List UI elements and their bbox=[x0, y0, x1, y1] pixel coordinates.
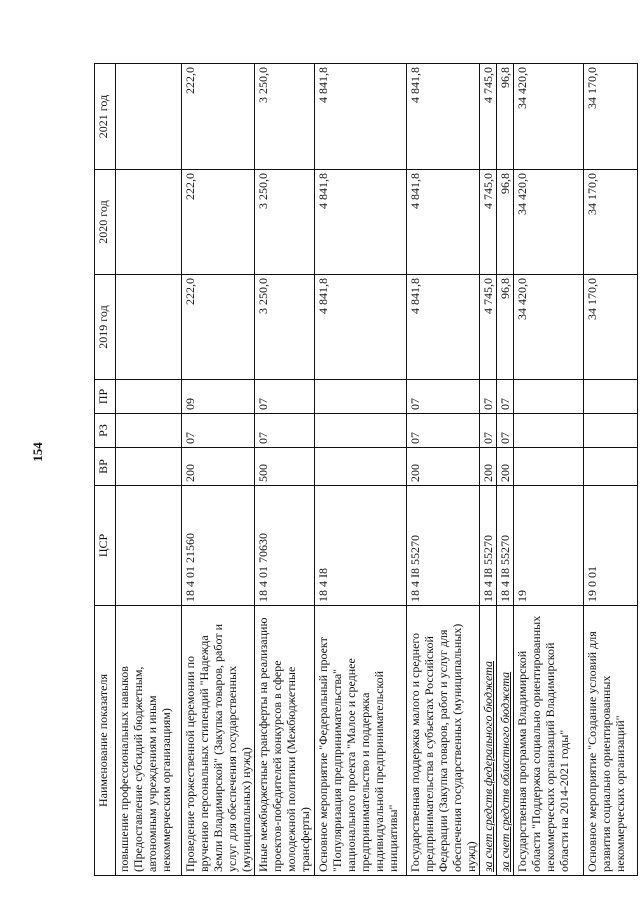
cell-2021: 4 745,0 bbox=[480, 64, 497, 170]
header-rz: РЗ bbox=[95, 414, 116, 448]
header-name: Наименование показателя bbox=[95, 606, 116, 876]
cell-csr: 18 4 I8 55270 bbox=[407, 486, 480, 606]
cell-2021 bbox=[116, 64, 182, 170]
rotated-page bbox=[94, 64, 640, 876]
cell-rz bbox=[514, 414, 584, 448]
cell-2021: 4 841,8 bbox=[315, 64, 407, 170]
cell-2021: 34 420,0 bbox=[514, 64, 584, 170]
cell-vr bbox=[514, 448, 584, 486]
cell-pr bbox=[514, 380, 584, 414]
cell-2019: 4 841,8 bbox=[315, 275, 407, 380]
cell-csr: 19 0 01 bbox=[584, 486, 638, 606]
cell-2021: 3 250,0 bbox=[255, 64, 315, 170]
cell-rz: 07 bbox=[407, 414, 480, 448]
cell-2019: 34 170,0 bbox=[584, 275, 638, 380]
table-row bbox=[407, 64, 480, 876]
cell-rz bbox=[584, 414, 638, 448]
cell-pr: 07 bbox=[407, 380, 480, 414]
cell-2020: 96,8 bbox=[497, 170, 514, 275]
cell-rz: 07 bbox=[255, 414, 315, 448]
cell-2020: 34 420,0 bbox=[514, 170, 584, 275]
cell-2019: 3 250,0 bbox=[255, 275, 315, 380]
header-vr: ВР bbox=[95, 448, 116, 486]
cell-2020: 4 841,8 bbox=[315, 170, 407, 275]
cell-vr: 200 bbox=[497, 448, 514, 486]
cell-vr bbox=[315, 448, 407, 486]
cell-pr bbox=[116, 380, 182, 414]
cell-pr: 07 bbox=[480, 380, 497, 414]
cell-rz bbox=[116, 414, 182, 448]
page-number: 154 bbox=[30, 442, 45, 462]
cell-vr: 500 bbox=[255, 448, 315, 486]
table-row bbox=[116, 64, 182, 876]
cell-name: Иные межбюджетные трансферты на реализацию проектов-победителей конкурсов в сфере молодежной политики (Межбюджетные трансферты) bbox=[255, 606, 315, 876]
cell-2020: 222,0 bbox=[182, 170, 255, 275]
cell-2021: 222,0 bbox=[182, 64, 255, 170]
header-csr: ЦСР bbox=[95, 486, 116, 606]
table-row bbox=[182, 64, 255, 876]
header-2020: 2020 год bbox=[95, 170, 116, 275]
cell-csr: 19 bbox=[514, 486, 584, 606]
header-pr: ПР bbox=[95, 380, 116, 414]
cell-name: Основное мероприятие "Создание условий для развития социально ориентированных некоммерческих организаций" bbox=[584, 606, 638, 876]
cell-rz bbox=[315, 414, 407, 448]
cell-2020: 4 841,8 bbox=[407, 170, 480, 275]
cell-name: Проведение торжественной церемонии по вручению персональных стипендий "Надежда Земли Владимирской" (Закупка товаров, работ и услуг для обеспечения государственных (муниципальных) нужд) bbox=[182, 606, 255, 876]
cell-name: повышение профессиональных навыков (Предоставление субсидий бюджетным, автономным учреждениям и иным некоммерческим организациям) bbox=[116, 606, 182, 876]
cell-pr bbox=[584, 380, 638, 414]
cell-2019 bbox=[116, 275, 182, 380]
cell-2019: 34 420,0 bbox=[514, 275, 584, 380]
table-row bbox=[315, 64, 407, 876]
cell-pr bbox=[315, 380, 407, 414]
cell-pr: 07 bbox=[255, 380, 315, 414]
cell-pr: 07 bbox=[497, 380, 514, 414]
cell-pr: 09 bbox=[182, 380, 255, 414]
header-2021: 2021 год bbox=[95, 64, 116, 170]
cell-2019: 4 841,8 bbox=[407, 275, 480, 380]
cell-rz: 07 bbox=[497, 414, 514, 448]
cell-2019: 4 745,0 bbox=[480, 275, 497, 380]
cell-csr: 18 4 01 70630 bbox=[255, 486, 315, 606]
cell-2020: 4 745,0 bbox=[480, 170, 497, 275]
cell-name: Государственная поддержка малого и среднего предпринимательства в субъектах Российской Федерации (Закупка товаров, работ и услуг для обеспечения государственных (муниципальных) нужд) bbox=[407, 606, 480, 876]
cell-csr: 18 4 I8 bbox=[315, 486, 407, 606]
header-2019: 2019 год bbox=[95, 275, 116, 380]
cell-vr: 200 bbox=[480, 448, 497, 486]
cell-csr bbox=[116, 486, 182, 606]
cell-vr bbox=[584, 448, 638, 486]
cell-name: Государственная программа Владимирской области "Поддержка социально ориентированных некоммерческих организаций Владимирской области на 2014-2021 годы" bbox=[514, 606, 584, 876]
cell-2020: 3 250,0 bbox=[255, 170, 315, 275]
table-row bbox=[255, 64, 315, 876]
cell-2019: 96,8 bbox=[497, 275, 514, 380]
table-row bbox=[584, 64, 638, 876]
cell-csr: 18 4 I8 55270 bbox=[497, 486, 514, 606]
cell-2019: 222,0 bbox=[182, 275, 255, 380]
cell-csr: 18 4 I8 55270 bbox=[480, 486, 497, 606]
cell-vr: 200 bbox=[407, 448, 480, 486]
cell-csr: 18 4 01 21560 bbox=[182, 486, 255, 606]
table-header-row bbox=[95, 64, 116, 876]
cell-vr bbox=[116, 448, 182, 486]
table-row bbox=[480, 64, 497, 876]
cell-vr: 200 bbox=[182, 448, 255, 486]
cell-2021: 34 170,0 bbox=[584, 64, 638, 170]
cell-name: за счет средств областного бюджета bbox=[497, 606, 514, 876]
cell-rz: 07 bbox=[480, 414, 497, 448]
table-body bbox=[116, 64, 638, 876]
rotated-content bbox=[94, 64, 640, 876]
cell-2021: 4 841,8 bbox=[407, 64, 480, 170]
cell-2021: 96,8 bbox=[497, 64, 514, 170]
cell-rz: 07 bbox=[182, 414, 255, 448]
cell-2020 bbox=[116, 170, 182, 275]
table-row bbox=[497, 64, 514, 876]
cell-name: за счет средств федерального бюджета bbox=[480, 606, 497, 876]
cell-2020: 34 170,0 bbox=[584, 170, 638, 275]
cell-name: Основное мероприятие "Федеральный проект "Популяризация предпринимательства" национального проекта "Малое и среднее предпринимательство и поддержка индивидуальной предпринимательской инициативы" bbox=[315, 606, 407, 876]
budget-table bbox=[94, 63, 638, 876]
table-row bbox=[514, 64, 584, 876]
